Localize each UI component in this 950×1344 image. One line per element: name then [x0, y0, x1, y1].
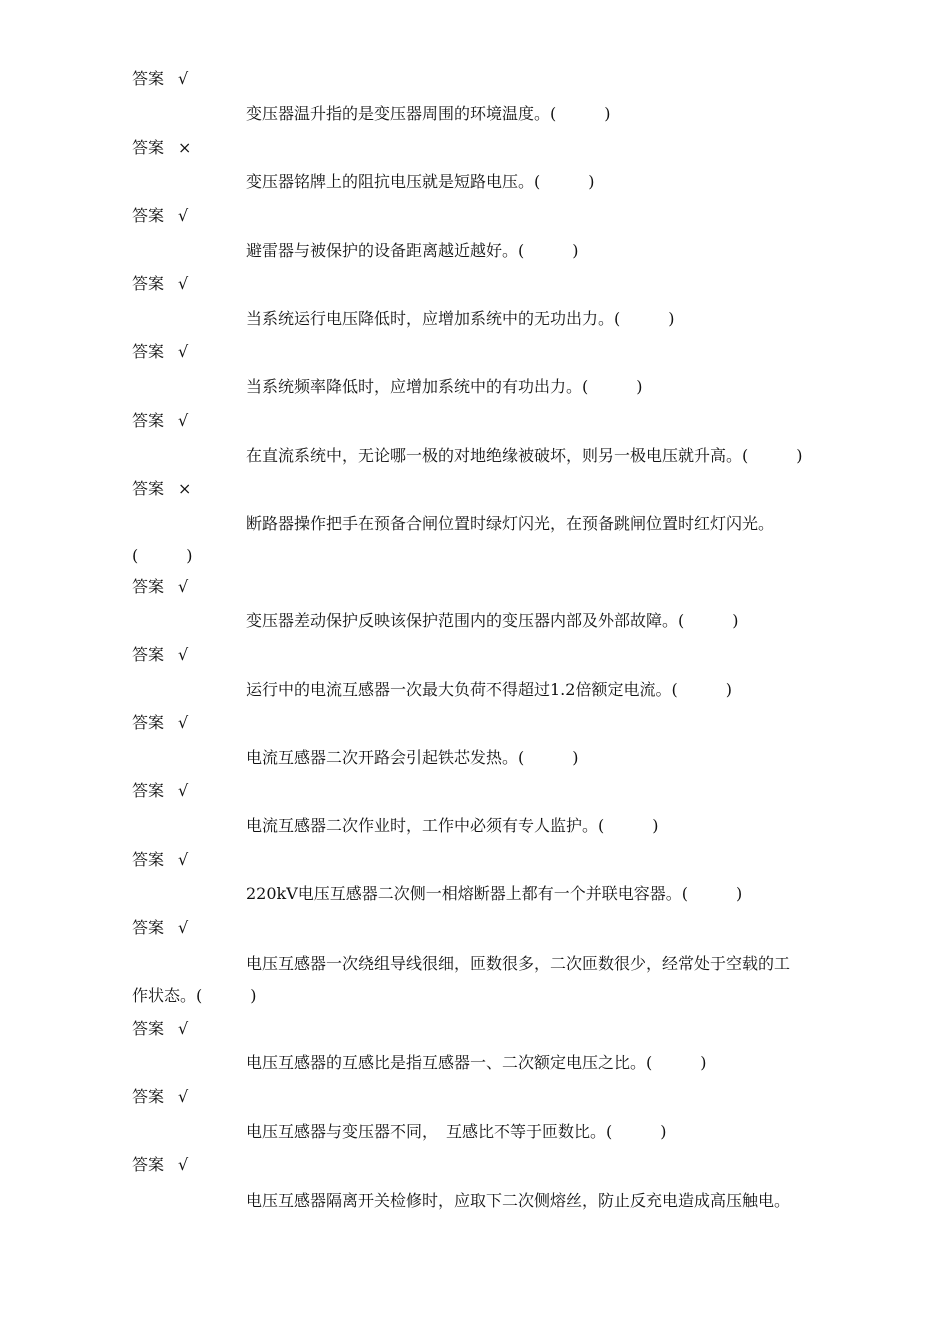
answer-mark: √: [178, 713, 189, 732]
answer-line: [132, 1018, 188, 1040]
question-text-continued: 作状态。( ): [132, 986, 257, 1005]
question-text: 电流互感器二次开路会引起铁芯发热。( ): [246, 748, 579, 767]
question-text-continued: ( ): [132, 546, 193, 565]
answer-label: 答案: [132, 342, 165, 361]
answer-label: 答案: [132, 479, 165, 498]
answer-label: 答案: [132, 781, 165, 800]
answer-label: 答案: [132, 206, 165, 225]
answer-line: [132, 917, 188, 939]
answer-line: [132, 478, 191, 500]
answer-mark: √: [178, 411, 189, 430]
question-text: 在直流系统中，无论哪一极的对地绝缘被破坏，则另一极电压就升高。( ): [246, 446, 803, 465]
answer-label: 答案: [132, 69, 165, 88]
question-text: 220kV电压互感器二次侧一相熔断器上都有一个并联电容器。( ): [246, 884, 743, 903]
answer-line: [132, 410, 188, 432]
answer-mark: √: [178, 274, 189, 293]
question-text: 变压器温升指的是变压器周围的环境温度。( ): [246, 104, 611, 123]
answer-mark: √: [178, 645, 189, 664]
answer-mark: √: [178, 577, 189, 596]
answer-mark: √: [178, 342, 189, 361]
question-text: 电压互感器与变压器不同， 互感比不等于匝数比。( ): [246, 1122, 667, 1141]
question-text: 避雷器与被保护的设备距离越近越好。( ): [246, 241, 579, 260]
answer-line: [132, 780, 188, 802]
answer-mark: ×: [178, 479, 192, 498]
answer-line: [132, 1154, 188, 1176]
question-text: 变压器差动保护反映该保护范围内的变压器内部及外部故障。( ): [246, 611, 739, 630]
question-text: 电压互感器隔离开关检修时，应取下二次侧熔丝，防止反充电造成高压触电。: [246, 1191, 791, 1210]
question-text: 电压互感器一次绕组导线很细，匝数很多，二次匝数很少，经常处于空载的工: [246, 954, 791, 973]
answer-label: 答案: [132, 411, 165, 430]
answer-mark: √: [178, 850, 189, 869]
answer-mark: √: [178, 69, 189, 88]
question-text: 变压器铭牌上的阻抗电压就是短路电压。( ): [246, 172, 595, 191]
answer-line: [132, 576, 188, 598]
answer-label: 答案: [132, 274, 165, 293]
answer-line: [132, 1086, 188, 1108]
answer-label: 答案: [132, 1019, 165, 1038]
question-text: 当系统运行电压降低时，应增加系统中的无功出力。( ): [246, 309, 675, 328]
answer-mark: √: [178, 1087, 189, 1106]
answer-mark: √: [178, 1019, 189, 1038]
question-text: 电流互感器二次作业时，工作中必须有专人监护。( ): [246, 816, 659, 835]
question-text: 电压互感器的互感比是指互感器一、二次额定电压之比。( ): [246, 1053, 707, 1072]
question-text: 运行中的电流互感器一次最大负荷不得超过1.2倍额定电流。( ): [246, 680, 732, 699]
answer-line: [132, 205, 188, 227]
answer-line: [132, 68, 188, 90]
answer-mark: ×: [178, 138, 192, 157]
answer-label: 答案: [132, 1087, 165, 1106]
answer-mark: √: [178, 781, 189, 800]
answer-mark: √: [178, 206, 189, 225]
answer-label: 答案: [132, 918, 165, 937]
answer-line: [132, 644, 188, 666]
answer-line: [132, 341, 188, 363]
answer-label: 答案: [132, 713, 165, 732]
answer-line: [132, 849, 188, 871]
answer-label: 答案: [132, 138, 165, 157]
answer-mark: √: [178, 918, 189, 937]
answer-mark: √: [178, 1155, 189, 1174]
question-text: 断路器操作把手在预备合闸位置时绿灯闪光，在预备跳闸位置时红灯闪光。: [246, 514, 775, 533]
answer-label: 答案: [132, 645, 165, 664]
answer-line: [132, 712, 188, 734]
answer-line: [132, 273, 188, 295]
answer-line: [132, 137, 191, 159]
question-text: 当系统频率降低时，应增加系统中的有功出力。( ): [246, 377, 643, 396]
answer-label: 答案: [132, 577, 165, 596]
answer-label: 答案: [132, 1155, 165, 1174]
answer-label: 答案: [132, 850, 165, 869]
